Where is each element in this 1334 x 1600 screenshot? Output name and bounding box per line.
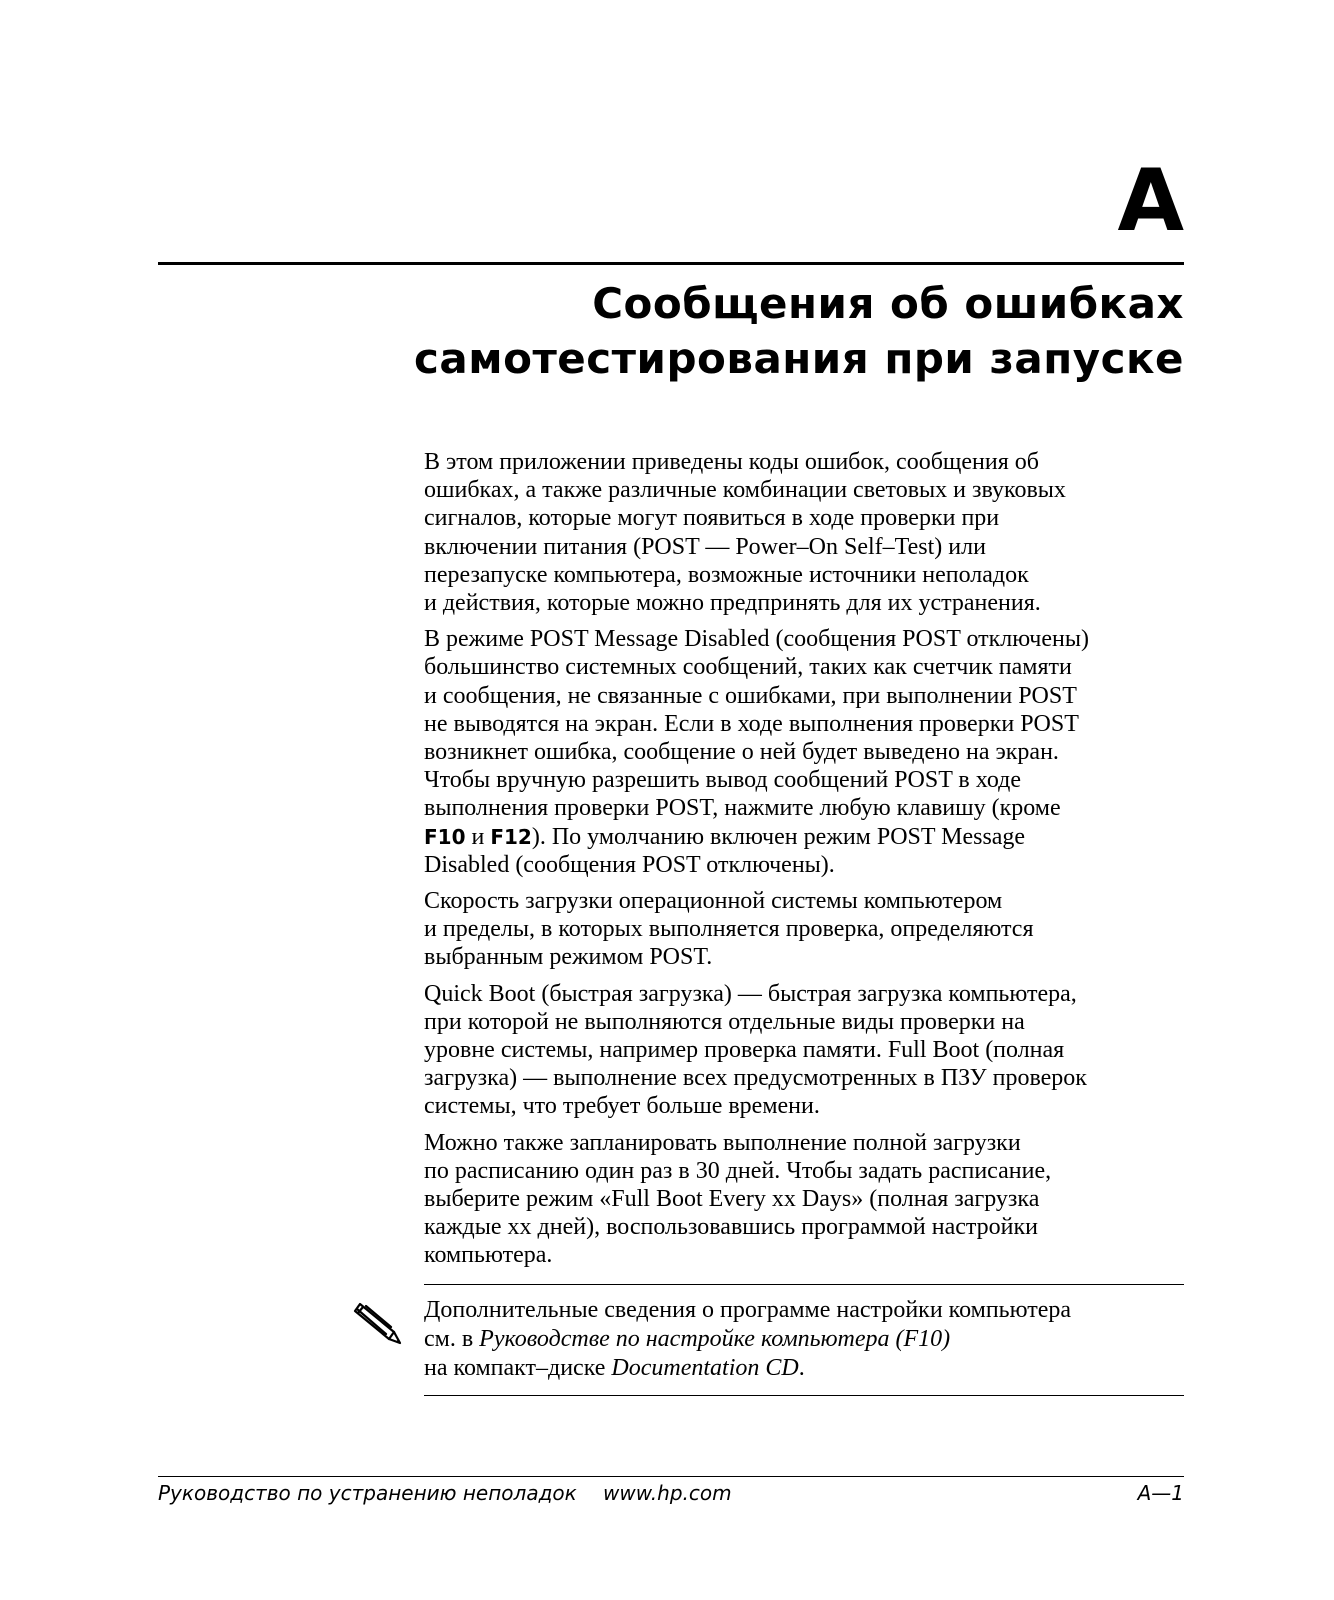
paragraph-boot-speed (424, 887, 1184, 972)
footer-rule (158, 1476, 1184, 1477)
text-line: уровне системы, например проверка памяти. Full Boot (полная (424, 1037, 1065, 1064)
text-line: и пределы, в которых выполняется проверка, определяются (424, 916, 1034, 943)
text-line: выбранным режимом POST. (424, 944, 713, 971)
page-footer (158, 1481, 1184, 1511)
text-line: Можно также запланировать выполнение полной загрузки (424, 1129, 1021, 1156)
note-rule-top (424, 1284, 1184, 1285)
text-line: не выводятся на экран. Если в ходе выполнения проверки POST (424, 710, 1079, 737)
text-line: Скорость загрузки операционной системы компьютером (424, 888, 1003, 915)
pencil-note-icon (350, 1296, 404, 1350)
text-line: системы, что требует больше времени. (424, 1093, 820, 1120)
chapter-title-line-2: самотестирования при запуске (414, 334, 1184, 383)
text-fragment: на компакт–диске (424, 1355, 612, 1381)
footer-website: www.hp.com (603, 1481, 732, 1505)
text-line: большинство системных сообщений, таких как счетчик памяти (424, 654, 1072, 681)
text-line: каждые xx дней), воспользовавшись программой настройки (424, 1214, 1039, 1241)
key-f10: F10 (424, 824, 466, 849)
text-line: ошибках, а также различные комбинации световых и звуковых (424, 477, 1066, 504)
note-line: Дополнительные сведения о программе настройки компьютера (424, 1297, 1072, 1323)
footer-manual-title: Руководство по устранению неполадок (158, 1481, 577, 1505)
manual-title: Руководстве по настройке компьютера (F10) (479, 1326, 951, 1352)
text-line: возникнет ошибка, сообщение о ней будет выведено на экран. (424, 739, 1059, 766)
chapter-title-line-1: Сообщения об ошибках (592, 279, 1184, 328)
text-line: выполнения проверки POST, нажмите любую клавишу (кроме (424, 795, 1061, 822)
paragraph-post-message-disabled (424, 625, 1184, 879)
text-line: сигналов, которые могут появиться в ходе проверки при (424, 505, 1000, 532)
body-text (424, 448, 1184, 1278)
text-line: перезапуске компьютера, возможные источники неполадок (424, 561, 1029, 588)
note-text (424, 1296, 1184, 1383)
paragraph-schedule (424, 1129, 1184, 1270)
text-line: Чтобы вручную разрешить вывод сообщений POST в ходе (424, 767, 1022, 794)
text-line: Quick Boot (быстрая загрузка) — быстрая загрузка компьютера, (424, 980, 1077, 1007)
cd-title: Documentation CD (611, 1355, 799, 1381)
text-line: выберите режим «Full Boot Every xx Days» (полная загрузка (424, 1186, 1040, 1213)
paragraph-quick-full-boot (424, 980, 1184, 1121)
paragraph-intro (424, 448, 1184, 617)
text-line: загрузка) — выполнение всех предусмотренных в ПЗУ проверок (424, 1065, 1087, 1092)
text-line: компьютера. (424, 1242, 553, 1269)
note-line (424, 1354, 1184, 1383)
chapter-letter: A (1117, 151, 1184, 251)
text-line: В режиме POST Message Disabled (сообщения POST отключены) (424, 626, 1089, 653)
text-line: и сообщения, не связанные с ошибками, при выполнении POST (424, 682, 1077, 709)
conjunction: и (465, 823, 491, 850)
text-line: и действия, которые можно предпринять для их устранения. (424, 590, 1041, 617)
note-rule-bottom (424, 1395, 1184, 1396)
title-rule (158, 262, 1184, 265)
text-fragment: см. в (424, 1326, 480, 1352)
note-line (424, 1325, 1184, 1354)
text-line: при которой не выполняются отдельные виды проверки на (424, 1008, 1025, 1035)
text-line: Disabled (сообщения POST отключены). (424, 851, 835, 878)
text-fragment: ). По умолчанию включен режим POST Message (531, 823, 1026, 850)
text-line-with-keys (424, 823, 1184, 851)
key-f12: F12 (490, 824, 532, 849)
text-fragment: . (798, 1355, 805, 1381)
text-line: по расписанию один раз в 30 дней. Чтобы задать расписание, (424, 1157, 1052, 1184)
footer-page-number: A—1 (1137, 1481, 1184, 1505)
text-line: включении питания (POST — Power–On Self–Test) или (424, 533, 986, 560)
chapter-title (184, 276, 1184, 386)
text-line: В этом приложении приведены коды ошибок, сообщения об (424, 449, 1039, 475)
